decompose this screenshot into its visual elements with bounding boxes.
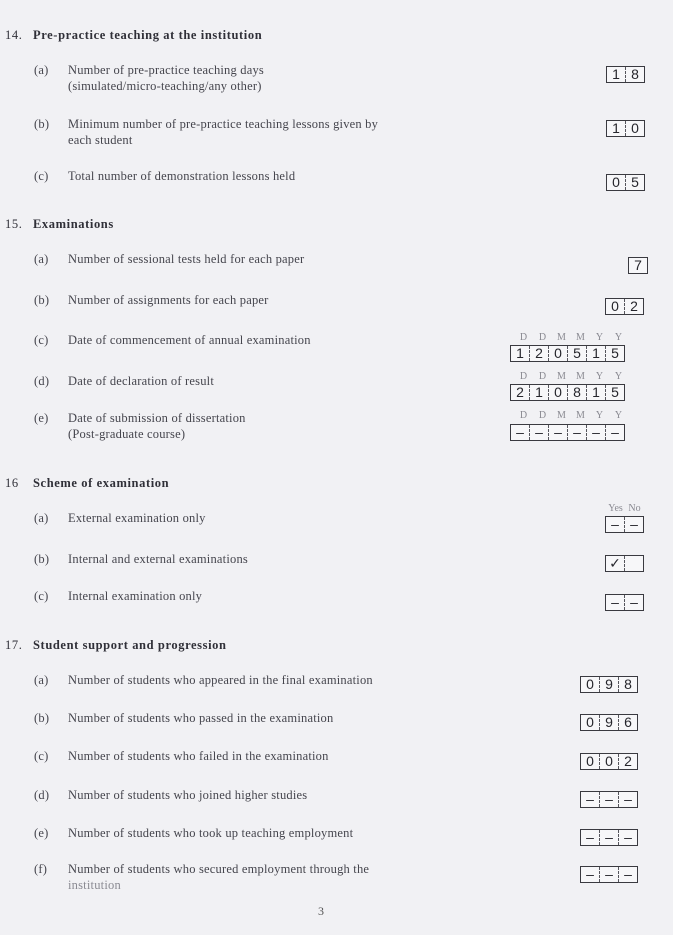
date-header-label: D (519, 410, 528, 421)
q15c-question (34, 332, 311, 348)
q16c-question (34, 588, 202, 604)
item-text: Number of students who passed in the examination (68, 711, 334, 725)
item-label: (c) (34, 169, 49, 183)
digit-cell[interactable]: 8 (624, 676, 632, 692)
item-text: Total number of demonstration lessons held (68, 169, 296, 183)
digit-cell[interactable]: 0 (606, 299, 625, 314)
item-label: (b) (34, 711, 50, 725)
section-title: Examinations (33, 217, 114, 231)
q14a-question (34, 62, 264, 94)
q14b-answer-boxes[interactable] (606, 120, 645, 137)
no-header-label: No (628, 503, 641, 514)
q17f-answer-boxes[interactable] (580, 866, 638, 883)
yes-checkbox[interactable]: – (606, 517, 625, 532)
digit-cell[interactable]: 5 (611, 384, 619, 400)
item-label: (f) (34, 862, 48, 876)
q15d-date-boxes[interactable] (510, 384, 625, 401)
digit-cell[interactable]: 1 (607, 67, 626, 82)
q14a-answer-boxes[interactable] (606, 66, 645, 83)
section-17-heading (5, 638, 227, 653)
item-text: Date of declaration of result (68, 374, 215, 388)
digit-cell[interactable]: 9 (600, 677, 619, 692)
item-text: Number of assignments for each paper (68, 293, 269, 307)
q15b-answer-boxes[interactable] (605, 298, 644, 315)
digit-cell[interactable]: 0 (549, 385, 568, 400)
date-header-label: M (557, 371, 566, 382)
q14b-question (34, 116, 378, 148)
item-text-line2: each student (68, 133, 133, 147)
item-text: Number of students who joined higher studies (68, 788, 308, 802)
item-text: Minimum number of pre-practice teaching lessons given by (68, 117, 379, 131)
date-header-label: D (538, 371, 547, 382)
section-15-heading (5, 217, 114, 232)
section-number: 16 (5, 476, 19, 490)
date-header-label: Y (614, 410, 623, 421)
q15e-date-boxes[interactable] (510, 424, 625, 441)
item-text: Date of submission of dissertation (68, 411, 246, 425)
q16c-yes-no-boxes[interactable] (605, 594, 644, 611)
digit-cell[interactable]: 0 (631, 120, 639, 136)
q16b-question (34, 551, 248, 567)
section-16-heading (5, 476, 169, 491)
date-format-header (514, 410, 628, 421)
no-checkbox[interactable]: – (630, 516, 638, 532)
section-title: Scheme of examination (33, 476, 170, 490)
item-label: (b) (34, 293, 50, 307)
digit-cell[interactable]: – (511, 425, 530, 440)
q16b-yes-no-boxes[interactable] (605, 555, 644, 572)
digit-cell[interactable]: 1 (607, 121, 626, 136)
date-header-label: D (519, 332, 528, 343)
item-text: Number of students who appeared in the final examination (68, 673, 373, 687)
item-text: Number of students who failed in the examination (68, 749, 329, 763)
item-label: (a) (34, 511, 49, 525)
item-label: (c) (34, 589, 49, 603)
q17e-question (34, 825, 353, 841)
yes-header-label: Yes (608, 503, 623, 514)
section-number: 15. (5, 217, 23, 231)
date-header-label: Y (595, 371, 604, 382)
item-text: Number of students who took up teaching employment (68, 826, 354, 840)
digit-cell[interactable]: – (581, 867, 600, 882)
no-checkbox[interactable] (625, 556, 643, 571)
item-text: Number of sessional tests held for each paper (68, 252, 305, 266)
digit-cell[interactable]: – (581, 830, 600, 845)
digit-cell[interactable]: 8 (631, 66, 639, 82)
digit-cell[interactable]: 1 (511, 346, 530, 361)
date-header-label: D (538, 332, 547, 343)
q17b-question (34, 710, 333, 726)
item-label: (e) (34, 826, 49, 840)
yes-checkbox[interactable]: ✓ (606, 556, 625, 571)
digit-cell[interactable]: – (581, 792, 600, 807)
digit-cell[interactable]: 1 (530, 385, 549, 400)
q17f-question (34, 861, 369, 893)
yes-no-header (606, 503, 644, 514)
item-label: (a) (34, 252, 49, 266)
item-label: (d) (34, 374, 50, 388)
digit-cell[interactable]: 0 (581, 754, 600, 769)
yes-checkbox[interactable]: – (606, 595, 625, 610)
item-text: Number of pre-practice teaching days (68, 63, 264, 77)
item-text-line2: institution (68, 878, 121, 892)
digit-cell[interactable]: – (624, 866, 632, 882)
date-header-label: D (538, 410, 547, 421)
q17a-answer-boxes[interactable] (580, 676, 638, 693)
date-header-label: Y (595, 410, 604, 421)
digit-cell[interactable]: – (587, 425, 606, 440)
date-format-header (514, 371, 628, 382)
q16a-question (34, 510, 206, 526)
item-text-line2: (simulated/micro-teaching/any other) (68, 79, 262, 93)
q15e-question (34, 410, 246, 442)
digit-cell[interactable]: – (549, 425, 568, 440)
q17a-question (34, 672, 373, 688)
date-header-label: Y (614, 332, 623, 343)
q14c-answer-boxes[interactable] (606, 174, 645, 191)
digit-cell[interactable]: – (624, 829, 632, 845)
page-number: 3 (318, 904, 324, 918)
digit-cell[interactable]: 1 (587, 346, 606, 361)
digit-cell[interactable]: 0 (600, 754, 619, 769)
date-header-label: M (557, 332, 566, 343)
section-14-heading (5, 28, 262, 43)
digit-cell[interactable]: 5 (611, 345, 619, 361)
item-label: (d) (34, 788, 50, 802)
digit-cell[interactable]: 5 (631, 174, 639, 190)
item-label: (a) (34, 63, 49, 77)
q17c-question (34, 748, 329, 764)
digit-cell[interactable]: 0 (549, 346, 568, 361)
item-label: (b) (34, 117, 50, 131)
digit-cell[interactable]: 5 (568, 346, 587, 361)
digit-cell[interactable]: – (600, 792, 619, 807)
item-label: (b) (34, 552, 50, 566)
q17e-answer-boxes[interactable] (580, 829, 638, 846)
digit-cell[interactable]: – (600, 867, 619, 882)
digit-cell[interactable]: – (568, 425, 587, 440)
digit-cell[interactable]: 2 (530, 346, 549, 361)
item-text: Number of students who secured employment through the (68, 862, 370, 876)
q17b-answer-boxes[interactable] (580, 714, 638, 731)
digit-cell[interactable]: 2 (630, 298, 638, 314)
date-header-label: M (576, 371, 585, 382)
date-header-label: D (519, 371, 528, 382)
section-number: 17. (5, 638, 23, 652)
q15c-date-boxes[interactable] (510, 345, 625, 362)
date-header-label: M (576, 332, 585, 343)
item-label: (c) (34, 333, 49, 347)
item-text-line2: (Post-graduate course) (68, 427, 186, 441)
item-text: External examination only (68, 511, 206, 525)
item-label: (c) (34, 749, 49, 763)
date-header-label: M (576, 410, 585, 421)
digit-cell[interactable]: – (600, 830, 619, 845)
digit-cell[interactable]: 2 (511, 385, 530, 400)
item-text: Date of commencement of annual examination (68, 333, 311, 347)
digit-cell[interactable]: – (530, 425, 549, 440)
q17d-answer-boxes[interactable] (580, 791, 638, 808)
date-header-label: Y (595, 332, 604, 343)
digit-cell[interactable]: 9 (600, 715, 619, 730)
digit-cell[interactable]: 7 (634, 257, 642, 273)
q15a-answer-boxes[interactable] (628, 257, 648, 274)
digit-cell[interactable]: 8 (568, 385, 587, 400)
digit-cell[interactable]: – (624, 791, 632, 807)
section-number: 14. (5, 28, 23, 42)
q16a-yes-no-boxes[interactable] (605, 516, 644, 533)
q17c-answer-boxes[interactable] (580, 753, 638, 770)
date-header-label: M (557, 410, 566, 421)
digit-cell[interactable]: – (611, 424, 619, 440)
digit-cell[interactable]: 0 (581, 715, 600, 730)
digit-cell[interactable]: 0 (581, 677, 600, 692)
digit-cell[interactable]: 1 (587, 385, 606, 400)
digit-cell[interactable]: 2 (624, 753, 632, 769)
item-text: Internal and external examinations (68, 552, 248, 566)
q17d-question (34, 787, 307, 803)
q14c-question (34, 168, 295, 184)
section-title: Student support and progression (33, 638, 227, 652)
q15d-question (34, 373, 214, 389)
digit-cell[interactable]: 0 (607, 175, 626, 190)
digit-cell[interactable]: 6 (624, 714, 632, 730)
no-checkbox[interactable]: – (630, 594, 638, 610)
section-title: Pre-practice teaching at the institution (33, 28, 263, 42)
item-label: (a) (34, 673, 49, 687)
item-text: Internal examination only (68, 589, 203, 603)
q15b-question (34, 292, 269, 308)
item-label: (e) (34, 411, 49, 425)
date-format-header (514, 332, 628, 343)
date-header-label: Y (614, 371, 623, 382)
q15a-question (34, 251, 304, 267)
